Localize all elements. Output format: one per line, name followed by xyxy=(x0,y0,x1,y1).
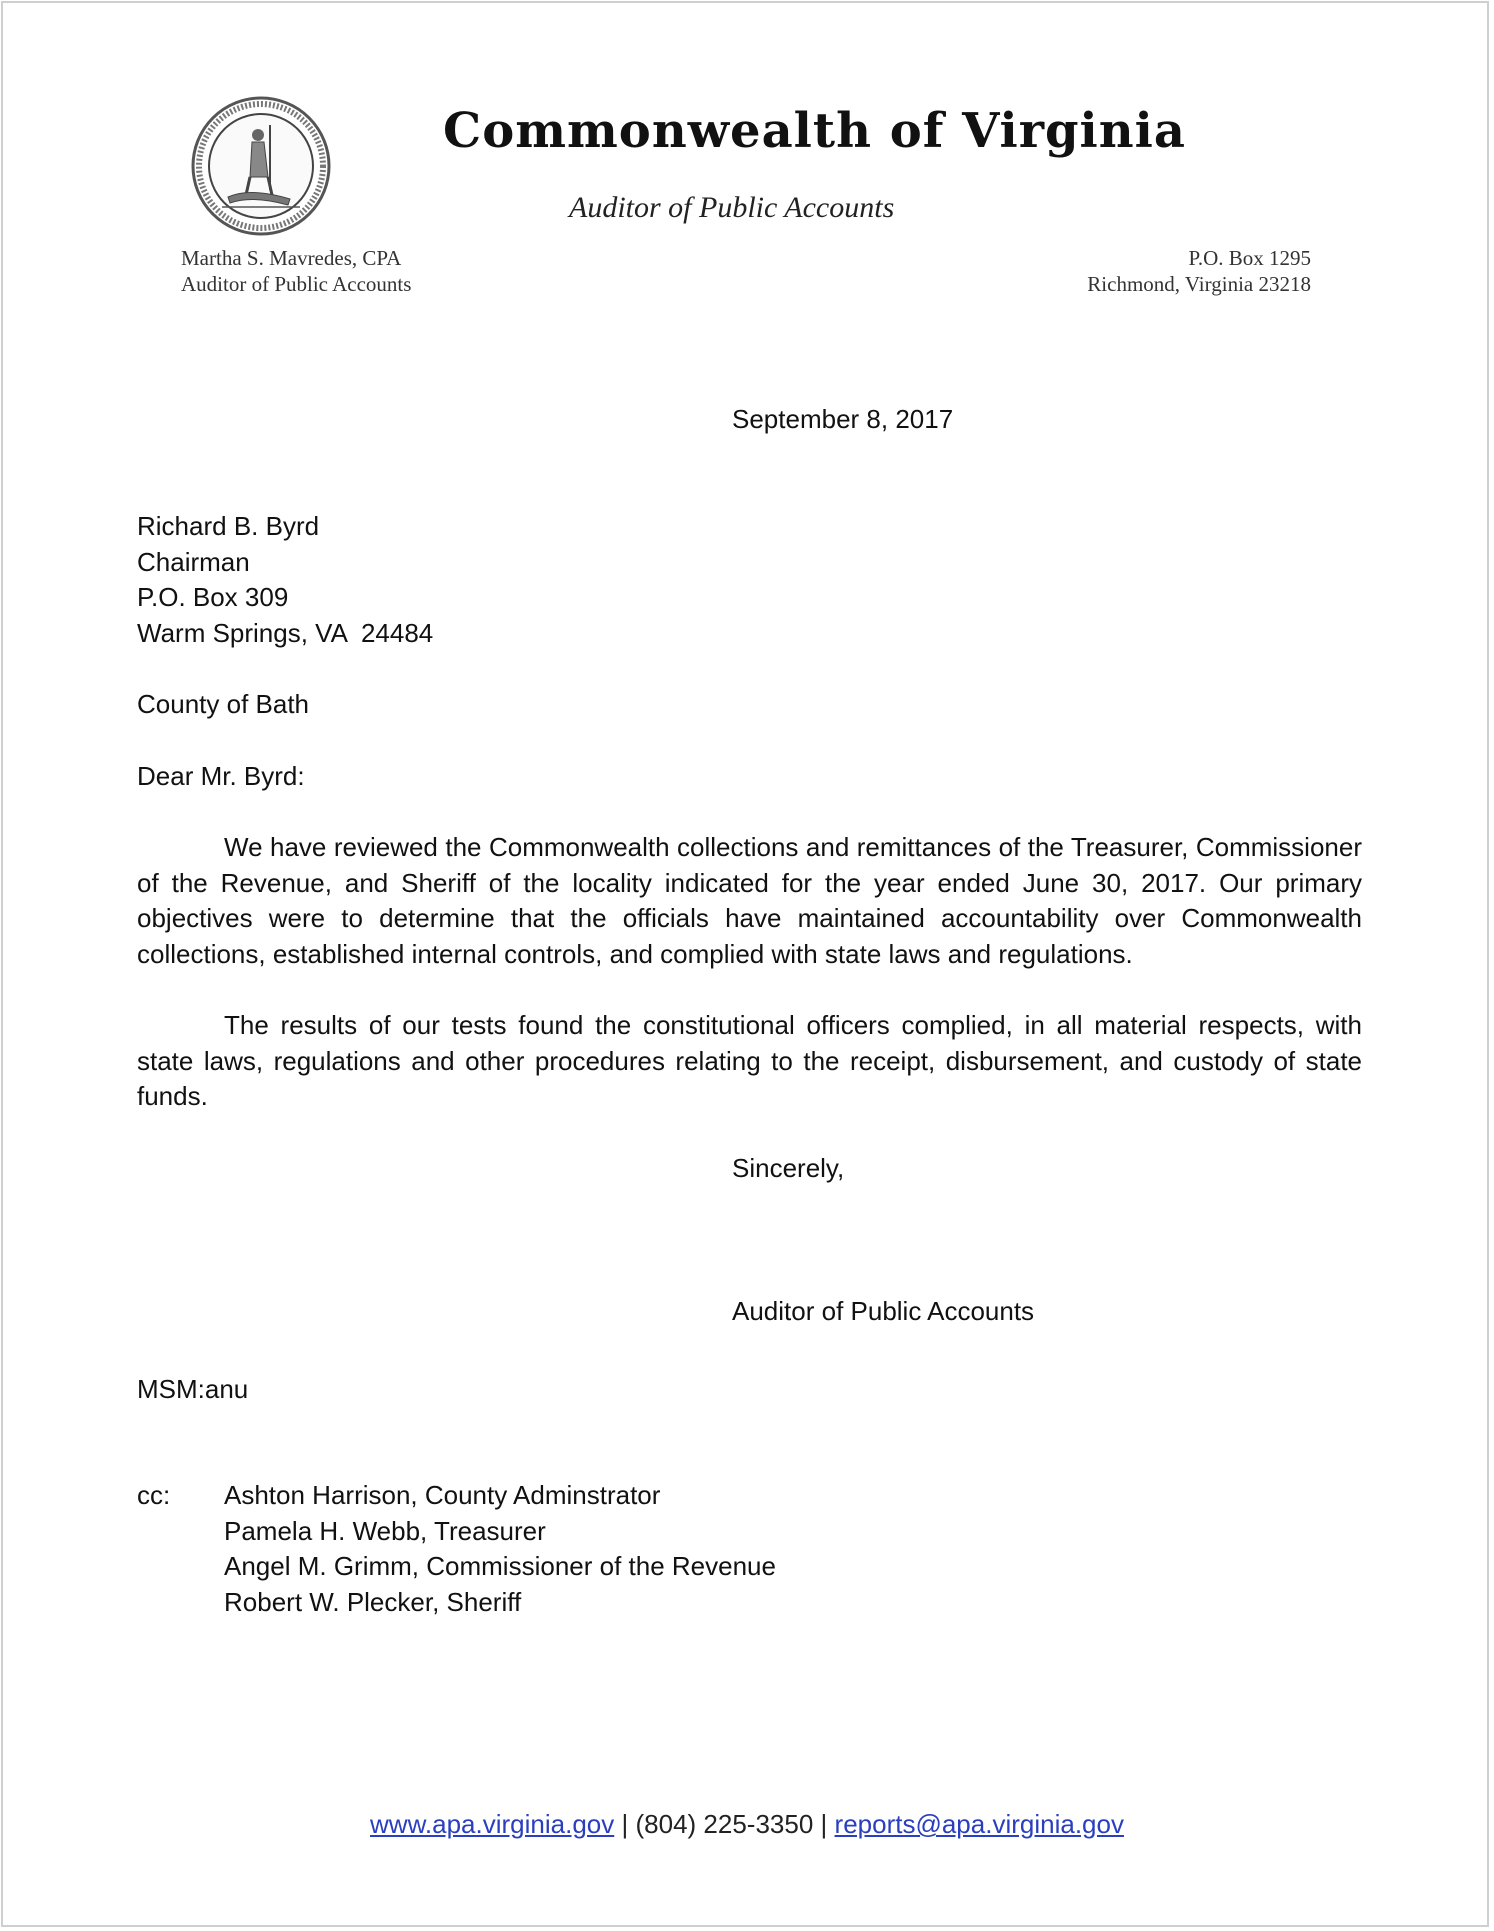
office-po-box: P.O. Box 1295 xyxy=(1188,246,1311,270)
cc-recipient: Pamela H. Webb, Treasurer xyxy=(224,1515,546,1546)
footer-separator: | xyxy=(621,1809,629,1839)
paragraph-2 xyxy=(137,1008,1362,1115)
cc-recipient: Robert W. Plecker, Sheriff xyxy=(224,1586,522,1617)
office-city: Richmond, Virginia 23218 xyxy=(1087,272,1311,296)
recipient-block xyxy=(137,509,433,651)
auditor-title: Auditor of Public Accounts xyxy=(181,272,412,296)
locality: County of Bath xyxy=(137,689,309,719)
initials: MSM:anu xyxy=(137,1374,249,1404)
virginia-seal-icon xyxy=(190,95,332,237)
recipient-name: Richard B. Byrd xyxy=(137,511,320,541)
salutation: Dear Mr. Byrd: xyxy=(137,761,305,791)
recipient-address2: Warm Springs, VA 24484 xyxy=(137,617,434,648)
letter-page xyxy=(1,1,1489,1927)
letter-date: September 8, 2017 xyxy=(732,404,954,434)
phone-number: (804) 225-3350 xyxy=(635,1809,814,1839)
footer xyxy=(3,1809,1491,1840)
auditor-info xyxy=(181,245,411,297)
paragraph-2-text: The results of our tests found the constitutional officers complied, in all material respects, with state laws, regulations and other procedures relating to the receipt, disbursement, and custody of state funds. xyxy=(137,1010,1362,1111)
cc-list xyxy=(224,1478,776,1620)
letterhead-subtitle: Auditor of Public Accounts xyxy=(569,191,895,224)
email-link[interactable]: reports@apa.virginia.gov xyxy=(834,1809,1124,1839)
recipient-title: Chairman xyxy=(137,546,250,577)
cc-recipient: Ashton Harrison, County Adminstrator xyxy=(224,1480,661,1510)
letterhead-title: Commonwealth of Virginia xyxy=(443,103,1187,159)
auditor-name: Martha S. Mavredes, CPA xyxy=(181,246,402,270)
cc-label: cc: xyxy=(137,1480,171,1510)
footer-separator: | xyxy=(820,1809,828,1839)
paragraph-1 xyxy=(137,830,1362,972)
signature-block: Auditor of Public Accounts xyxy=(732,1296,1035,1326)
closing: Sincerely, xyxy=(732,1153,845,1183)
office-address xyxy=(1087,245,1311,297)
website-link[interactable]: www.apa.virginia.gov xyxy=(370,1809,615,1839)
cc-recipient: Angel M. Grimm, Commissioner of the Revenue xyxy=(224,1551,776,1581)
recipient-address1: P.O. Box 309 xyxy=(137,582,289,612)
paragraph-1-text: We have reviewed the Commonwealth collections and remittances of the Treasurer, Commissioner of the Revenue, and Sheriff of the locality indicated for the year ended June 30, 2017. Our primary objectives were to determine that the officials have maintained accountability over Commonwealth collections, established internal controls, and complied with state laws and regulations. xyxy=(137,832,1362,969)
